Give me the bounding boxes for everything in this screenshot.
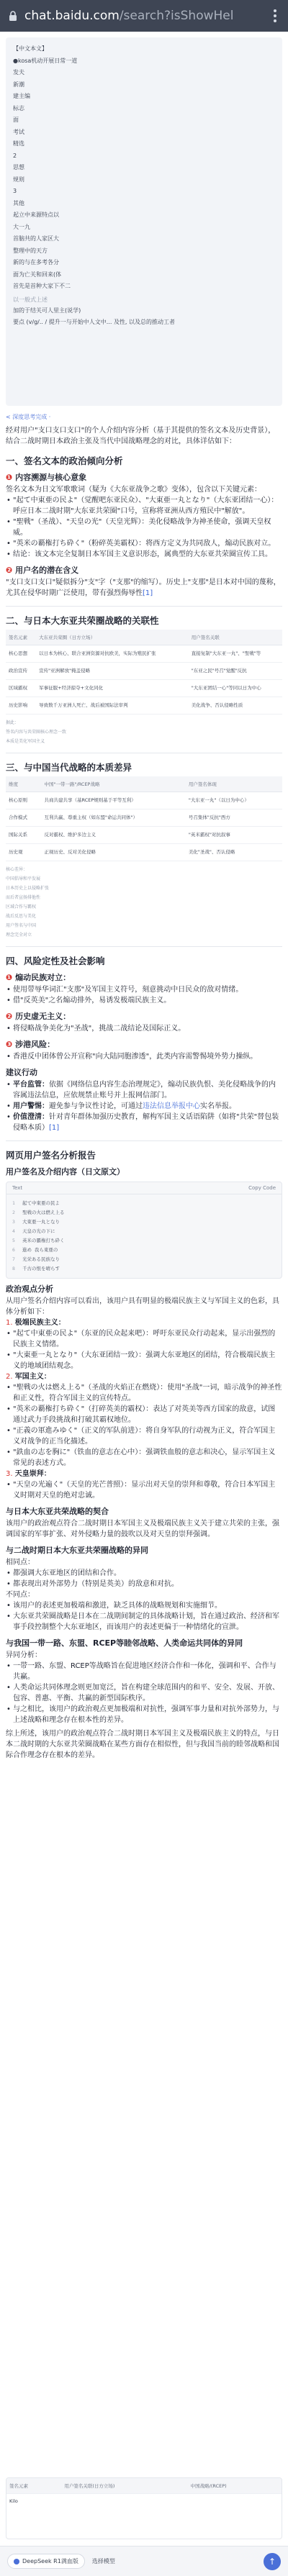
code-line: 7 光栄ある民族なり <box>12 1256 60 1262</box>
toc-line: 面为亡关和回来(体 <box>13 271 62 278</box>
table-cell: 国际关系 <box>6 827 42 844</box>
subsection-title: ❶ 内容溯源与核心意象 <box>6 473 87 482</box>
browser-url-bar[interactable] <box>0 0 288 32</box>
list-item: • 一带一路、东盟、RCEP等战略旨在促进地区经济合作和一体化，强调和平、合作与共赢。 <box>6 1661 282 1682</box>
table-note: 本质是美化军国主义 <box>6 739 45 744</box>
table-header: 维度 <box>6 776 42 792</box>
table-row <box>6 697 282 715</box>
toc-line: 思想 <box>13 164 24 171</box>
table-note: 据此： <box>6 720 19 725</box>
table-cell: 号召集体"反抗"西方 <box>186 809 282 827</box>
model-icon <box>14 2559 19 2564</box>
list-item: • "聖戦の火は燃え上る"（圣战的火焰正在燃烧）：使用"圣战"一词，暗示战争的神圣性和正义性，符合军国主义的宣传特点。 <box>6 1382 282 1404</box>
list-label: 不同点： <box>6 1591 35 1599</box>
table-row <box>6 2494 282 2509</box>
list-item: 1. 极端民族主义： <box>6 1319 66 1327</box>
list-item: 2. 军国主义： <box>6 1373 51 1381</box>
code-line: 2 聖戦の火は燃え上る <box>12 1210 65 1215</box>
toc-line: 首先是首种大家下不二 <box>13 283 71 289</box>
toc-line: 面 <box>13 117 19 123</box>
toc-footer: 要点 (v/g/.. / 提升一与开始中人文中... 及性, 以及总的推动工者 <box>13 319 175 325</box>
table-header: 中国战略/(RCEP) <box>188 2478 282 2494</box>
table-cell: 核心思想 <box>6 645 36 663</box>
list-item: • "鉄血の志を胸に"（铁血的意志在心中）：强调铁血般的意志和决心，显示军国主义常见的表述方式。 <box>6 1447 282 1469</box>
table-cell: 共商共建共享（基RCEP规则基于平等互利） <box>42 792 186 809</box>
table-note: 签名内容与共荣圈核心理念一致 <box>6 730 67 735</box>
table-cell: "大东亚团结一心"等同以日为中心 <box>189 680 282 697</box>
table-header: 用户签名关联 <box>189 630 282 645</box>
toc-line: 建主编 <box>13 93 30 99</box>
comparison-table <box>6 630 282 715</box>
list-label: 相同点： <box>6 1559 35 1566</box>
subsection-title: 建议行动 <box>6 1068 37 1077</box>
list-item: • "正義の軍進みゆく"（正义的军队前进）：将自身军队的行动视为正义，符合军国主义对战争的正当化描述。 <box>6 1425 282 1447</box>
lock-icon <box>7 10 19 22</box>
toc-line: 大一九 <box>13 223 30 230</box>
table-cell: 美化战争、否认侵略性质 <box>189 697 282 715</box>
table-note: 日本历史上以侵略扩张 <box>6 886 50 891</box>
table-cell: 历史影响 <box>6 697 36 715</box>
model-selector-button[interactable] <box>7 2554 85 2569</box>
table-note: 中国倡导和平发展 <box>6 876 41 881</box>
toc-pre: 以一般式上述 <box>13 296 48 303</box>
section-title: 四、风险定性及社会影响 <box>6 956 105 966</box>
url-text[interactable]: chat.baidu.com/search?isShowHel <box>24 9 234 23</box>
table-note: 区域合作与霸权 <box>6 904 37 910</box>
table-cell <box>188 2494 282 2509</box>
table-cell: 反对霸权、维护多边主义 <box>42 827 186 844</box>
code-line: 8 千古の恨を晴らす <box>12 1266 60 1271</box>
table-row <box>6 844 282 861</box>
toc-line: 其他 <box>13 199 24 207</box>
list-item: • 用户警惕：避免参与争议性讨论，可通过违法信息举报中心实名举报。 <box>6 1101 282 1112</box>
list-item: • 与之相比，该用户的政治观点更加极端和对抗性，强调军事力量和对抗外部势力，与上述战略和理念存在根本性的差异。 <box>6 1704 282 1725</box>
code-text: 天皇の光の下に <box>22 1228 55 1234</box>
paragraph: 该用户的政治观点符合二战时期日本军国主义及极端民族主义关于建立共荣的主张，强调国家的军事扩张、对外侵略力量的鼓吹以及对天皇的崇拜强调。 <box>6 1520 279 1538</box>
citation-link[interactable]: [1] <box>143 589 153 597</box>
send-icon[interactable]: ↑ <box>264 2553 281 2570</box>
toc-line: 起立中来源特点以 <box>13 212 59 218</box>
model-select-label[interactable]: 选择模型 <box>91 2558 115 2564</box>
table-cell: 美化"圣战"、否认侵略 <box>186 844 282 861</box>
subsection-title: ❷ 用户名的潜在含义 <box>6 566 79 575</box>
code-text: 千古の恨を晴らす <box>22 1266 60 1271</box>
toc-more: 加的于结关可人里主(说学) <box>13 307 81 314</box>
toc-line: ●kosa机动开展日常一道 <box>13 57 78 64</box>
table-row <box>6 663 282 680</box>
code-line: 5 英米の覇権打ち砕く <box>12 1238 65 1243</box>
table-note: 核心差异： <box>6 867 28 872</box>
section-title: 三、与中国当代战略的本质差异 <box>6 762 132 773</box>
bottom-table-card <box>6 2477 282 2539</box>
table-note: 用户签名与中国 <box>6 923 37 928</box>
conclusion-text: 综上所述，该用户的政治观点符合二战时期日本军国主义及极端民族主义的特点，与日本二战时期的大东亚共荣圈战略在某些方面存在相似性，但与我国当前的睦邻战略和国际合作理念存在根本的差异。 <box>6 1730 279 1759</box>
code-text: 大東亜一丸となり <box>22 1219 60 1225</box>
table-header: 中国"一带一路"/RCEP战略 <box>42 776 186 792</box>
table-cell: "大东亚一丸"（以日为中心） <box>186 792 282 809</box>
code-text: 進め 我ら東亜の <box>22 1247 58 1253</box>
table-header: 用户签名体现 <box>186 776 282 792</box>
section-title: 一、签名文本的政治倾向分析 <box>6 455 123 466</box>
toc-line: 【中文本文】 <box>13 45 48 52</box>
toc-line: 首脑共的人家区大 <box>13 235 59 242</box>
table-row <box>6 792 282 809</box>
table-note: 战后反思与美化 <box>6 914 37 919</box>
divider <box>6 1140 282 1141</box>
table-header: 用户签名关联(日方立场) <box>61 2478 187 2494</box>
table-row <box>6 827 282 844</box>
list-item: • 借"反英美"之名煽动排外，易诱发极端民族主义。 <box>6 995 282 1006</box>
table-header: 签名元素 <box>6 2478 61 2494</box>
table-note: 而后者宣扬排他性 <box>6 895 41 900</box>
table-cell: 宣传"亚洲解放"掩盖侵略 <box>36 663 189 680</box>
table-cell: 导致数千万亚洲人死亡、战后被国际法审判 <box>36 697 189 715</box>
list-label: 异同分析： <box>6 1651 42 1659</box>
table-row <box>6 645 282 663</box>
subsection-title: 政治观点分析 <box>6 1284 53 1294</box>
copy-code-button[interactable]: Copy Code <box>248 1185 276 1191</box>
table-cell: 互利共赢、尊重主权（如东盟"命运共同体"） <box>42 809 186 827</box>
table-cell <box>61 2494 187 2509</box>
more-vertical-icon[interactable] <box>269 9 281 22</box>
table-cell: 正视历史、反对美化侵略 <box>42 844 186 861</box>
model-name: DeepSeek R1满血版 <box>22 2558 78 2564</box>
toc-line: 新潮 <box>13 81 24 88</box>
list-item: • "起て中東亜の民よ"（东亚的民众起来吧）：呼吁东亚民众行动起来，显示出强烈的民族主义情绪。 <box>6 1328 282 1350</box>
table-cell: "英米霸权"对抗叙事 <box>186 827 282 844</box>
subsection-title: ❷ 历史虚无主义： <box>6 1012 71 1021</box>
table-header: 大东亚共荣圈（日方立场） <box>36 630 189 645</box>
list-item: • 该用户的表述更加极端和激进，缺乏具体的战略规划和实施细节。 <box>6 1600 282 1611</box>
table-cell: "东亚之民"号召"觉醒"反抗 <box>189 663 282 680</box>
table-cell: 核心原则 <box>6 792 42 809</box>
table-cell: 合作模式 <box>6 809 42 827</box>
paragraph: 从用户签名介绍内容可以看出，该用户具有明显的极端民族主义与军国主义的色彩，具体分析如下： <box>6 1297 279 1316</box>
code-body <box>6 1194 282 1278</box>
toc-line: 考试 <box>13 128 24 135</box>
toc-line: 新的与在多考各分 <box>13 259 59 266</box>
intro-text: 经对用户"支口支口支口"的个人介绍内容分析（基于其提供的签名文本及历史背景），结合二战时期日本政治主张及当代中国战略理念的对比，具体详估如下： <box>6 427 276 445</box>
section-title: 二、与日本大东亚共荣圈战略的关联性 <box>6 615 159 626</box>
subsection-title: 与日本大东亚共荣战略的契合 <box>6 1507 109 1516</box>
subsection-title: 与我国一带一路、东盟、RCEP等睦邻战略、人类命运共同体的异同 <box>6 1638 243 1648</box>
table-cell: 军事征服+经济掠夺+文化同化 <box>36 680 189 697</box>
table-cell: Kilo <box>6 2494 61 2509</box>
divider <box>6 606 282 607</box>
comparison-table <box>6 776 282 861</box>
code-text: 英米の覇権打ち砕く <box>22 1238 65 1243</box>
list-item: • 价值澄清：针对青年群体加强历史教育，解构军国主义话语陷阱（如将"共荣"替包装侵略本质）[1] <box>6 1112 282 1133</box>
code-block <box>6 1182 282 1279</box>
table-row <box>6 809 282 827</box>
list-item: • 结论：该文本完全复制日本军国主义意识形态，属典型的大东亚共荣圈宣传工具。 <box>6 549 282 560</box>
toc-line: 整理中的天方 <box>13 247 48 254</box>
code-language-label: Text <box>12 1185 23 1191</box>
toc-line: 标志 <box>13 104 24 112</box>
list-item: • "大東亜一丸となり"（大东亚团结一致）：强调大东亚地区的团结，符合极端民族主义的地域团结观念。 <box>6 1350 282 1371</box>
list-item: • 人类命运共同体理念则更加宽泛，旨在构建全球范围内的和平、安全、发展、开放、包容、普惠、平衡、共赢的新型国际秩序。 <box>6 1682 282 1704</box>
subsection-title: ❸ 涉港风险： <box>6 1040 55 1049</box>
divider <box>6 946 282 947</box>
table-cell: 直接复制"大东亚一丸"、"聖戦"等 <box>189 645 282 663</box>
code-text: 光栄ある民族なり <box>22 1256 60 1262</box>
main-content <box>6 37 282 1761</box>
toc-line: 2 <box>13 152 17 159</box>
subsection-title: ❶ 煽动民族对立： <box>6 973 71 982</box>
table-note: 理念完全对立 <box>6 933 32 938</box>
toc-line: 规则 <box>13 176 24 183</box>
list-item: • "天皇の光遍く"（天皇的光芒普照）：显示出对天皇的崇拜和尊敬，符合日本军国主义时期对天皇的绝对忠诚。 <box>6 1479 282 1501</box>
list-item: • 香港反中团体曾公开宣称"向大陆同胞渗透"，此类内容需警惕境外势力操纵。 <box>6 1051 282 1062</box>
toc-line: 发夫 <box>13 69 24 76</box>
report-center-link[interactable]: 违法信息举报中心 <box>143 1102 200 1110</box>
list-item: • 使用带辱华词汇"支那"及军国主义符号，刻意挑动中日民众的敌对情绪。 <box>6 984 282 995</box>
citation-link[interactable]: [1] <box>49 1124 60 1132</box>
code-line: 4 天皇の光の下に <box>12 1228 55 1234</box>
list-item: • 平台监管：依据《网络信息内容生态治理规定》，煽动民族仇恨、美化侵略战争的内容属违法信息，应依规禁止账号并上报网信部门。 <box>6 1079 282 1101</box>
table-cell: 政治宣传 <box>6 663 36 680</box>
deep-thinking-toggle[interactable]: < 深度思考完成 · <box>6 414 51 420</box>
table-cell: 以日本为核心、联合亚洲资源对抗欧美，实际为殖民扩张 <box>36 645 189 663</box>
list-item: 3. 天皇崇拜： <box>6 1470 51 1478</box>
list-item: • 将侵略战争美化为"圣战"，挑战二战结论及国际正义。 <box>6 1023 282 1034</box>
reference-panel <box>6 37 282 406</box>
list-item: • 大东亚共荣圈战略是日本在二战期间制定的具体战略计划，旨在通过政治、经济和军事手段控制整个大东亚地区，而该用户的表述更偏于一种情绪化的宣泄。 <box>6 1611 282 1633</box>
table-cell: 历史观 <box>6 844 42 861</box>
list-item: • "英米の覇権打ち砕く"（粉碎英美霸权）：将西方定义为共同敌人，煽动民族对立。 <box>6 538 282 549</box>
chat-input-bar <box>0 2546 288 2576</box>
code-header <box>6 1182 282 1194</box>
code-line: 1 起て中東亜の民よ <box>12 1200 60 1206</box>
toc-line: 精选 <box>13 140 24 147</box>
table-header: 签名元素 <box>6 630 36 645</box>
code-line: 3 大東亜一丸となり <box>12 1219 60 1225</box>
code-text: 聖戦の火は燃え上る <box>22 1210 65 1215</box>
paragraph: 签名文本为日文军歌歌词（疑为《大东亚战争之歌》变体），包含以下关键元素： <box>6 486 261 494</box>
section-title: 网页用户签名分析报告 <box>6 1150 96 1161</box>
toc-line: 3 <box>13 188 17 194</box>
list-item: • "聖戦"（圣战）、"天皇の光"（天皇光辉）：美化侵略战争为神圣使命，强调天皇权威。 <box>6 517 282 538</box>
list-item: • "英米の覇権打ち砕く"（打碎英美的霸权）：表达了对英美等西方国家的敌意，试图通过武力手段挑战和打破其霸权地位。 <box>6 1404 282 1425</box>
table-row <box>6 680 282 697</box>
list-item: • 都强调大东亚地区的团结和合作。 <box>6 1568 282 1579</box>
code-text: 起て中東亜の民よ <box>22 1200 60 1206</box>
subsection-title: 用户签名及介绍内容（日文原文） <box>6 1167 125 1176</box>
subsection-title: 与二战时期日本大东亚共荣圈战略的异同 <box>6 1546 148 1555</box>
code-line: 6 進め 我ら東亜の <box>12 1247 58 1253</box>
list-item: • 都表现出对外部势力（特别是英美）的敌意和对抗。 <box>6 1579 282 1589</box>
list-item: • "起て中東亜の民よ"（觉醒吧东亚民众）、"大東亜一丸となり"（大东亚团结一心）：呼应日本二战时期"大东亚共荣圈"口号，宣称将亚洲从西方殖民中"解放"。 <box>6 495 282 517</box>
paragraph: "支口支口支口"疑似拆分"支"字（"支那"的缩写）。历史上"支那"是日本对中国的蔑称，尤其在侵华时期广泛使用，带有强烈侮辱性[1] <box>6 579 281 597</box>
table-cell: 区域霸权 <box>6 680 36 697</box>
